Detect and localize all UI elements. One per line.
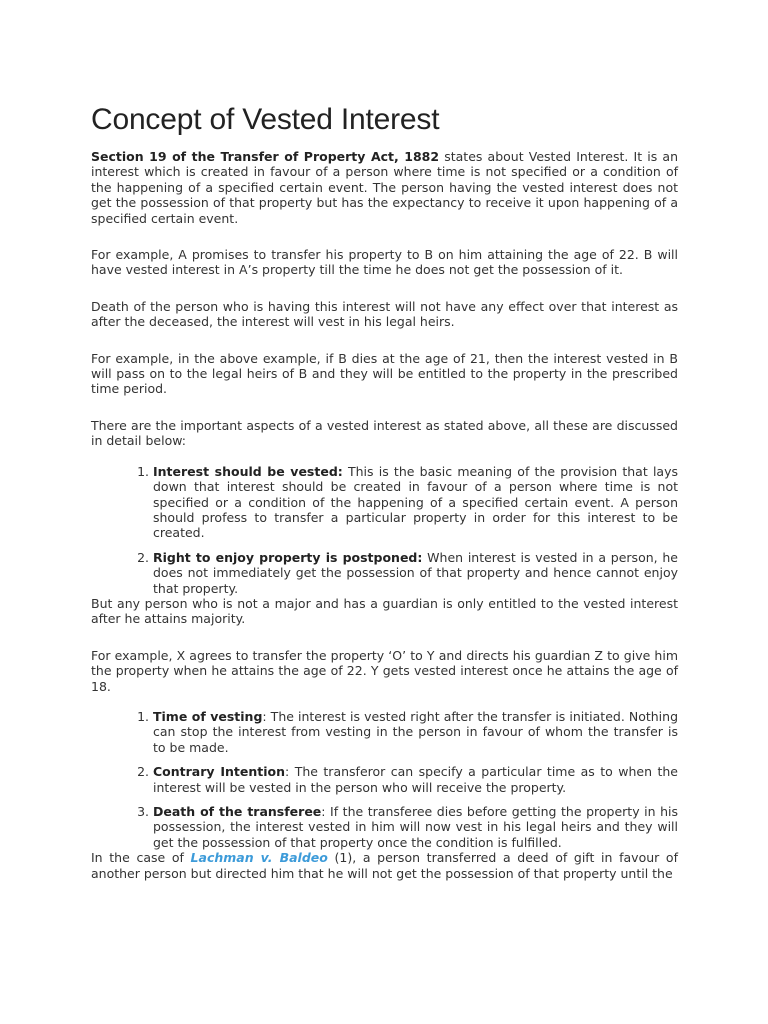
vesting-list xyxy=(91,709,678,850)
paragraph-major: But any person who is not a major and has a guardian is only entitled to the vested interest after he attains majority. xyxy=(91,595,678,627)
paragraph-example-1: For example, A promises to transfer his property to B on him attaining the age of 22. B will have vested interest in A’s property till the time he does not get the possession of it. xyxy=(91,247,678,278)
list-item-text: : The transferor can specify a particular time as to when the interest will be vested in the person who will receive the property. xyxy=(153,764,678,795)
list-item-text: : The interest is vested right after the transfer is initiated. Nothing can stop the interest from vesting in the person in favour of whom the transfer is to be made. xyxy=(153,708,679,755)
paragraph-death: Death of the person who is having this interest will not have any effect over that interest as after the deceased, the interest will vest in his legal heirs. xyxy=(91,298,678,330)
case-intro-text: In the case of xyxy=(91,850,191,866)
list-item-text: This is the basic meaning of the provision that lays down that interest should be created in favour of a person where time is not specified or a condition of the happening of a specified certain event. A person should profess to transfer a particular property in order for this interest to be created. xyxy=(153,463,678,541)
paragraph-aspects-intro: There are the important aspects of a vested interest as stated above, all these are discussed in detail below: xyxy=(91,417,678,449)
list-item-title: Death of the transferee xyxy=(153,804,322,819)
paragraph-case xyxy=(91,850,678,881)
list-item-title: Time of vesting xyxy=(153,708,263,724)
paragraph-bold-lead: Section 19 of the Transfer of Property Act, 1882 xyxy=(91,149,440,164)
paragraph-example-2: For example, in the above example, if B dies at the age of 21, then the interest vested in B will pass on to the legal heirs of B and they will be entitled to the property in the prescribed time period. xyxy=(91,350,678,397)
list-item-title: Contrary Intention xyxy=(153,764,286,780)
list-item-title: Right to enjoy property is postponed: xyxy=(153,549,423,565)
paragraph-section-19 xyxy=(91,149,678,226)
list-item xyxy=(153,709,678,755)
article-body xyxy=(91,149,678,902)
list-item xyxy=(153,804,678,850)
page-title: Concept of Vested Interest xyxy=(91,103,440,136)
case-link-lachman-v-baldeo[interactable]: Lachman v. Baldeo xyxy=(190,850,328,866)
list-item xyxy=(153,764,678,795)
paragraph-example-3: For example, X agrees to transfer the property ‘O’ to Y and directs his guardian Z to give him the property when he attains the age of 22. Y gets vested interest once he attains the age of 18. xyxy=(91,647,678,694)
list-item xyxy=(153,550,678,596)
list-item-title: Interest should be vested: xyxy=(153,463,343,479)
list-item-text: When interest is vested in a person, he does not immediately get the possession of that property and hence cannot enjoy that property. xyxy=(153,549,678,596)
aspects-list xyxy=(91,464,678,596)
list-item-text: : If the transferee dies before getting the property in his possession, the interest vested in him will now vest in his legal heirs and they will get the possession of that property once the condition is fulfilled. xyxy=(153,804,678,850)
list-item xyxy=(153,464,678,541)
paragraph-text: states about Vested Interest. It is an interest which is created in favour of a person where time is not specified or a condition of the happening of a specified certain event. The person having the vested interest does not get the possession of that property but has the expectancy to receive it upon happening of a specified certain event. xyxy=(91,149,678,226)
case-text: (1), a person transferred a deed of gift in favour of another person but directed him that he will not get the possession of that property until the xyxy=(91,850,678,881)
